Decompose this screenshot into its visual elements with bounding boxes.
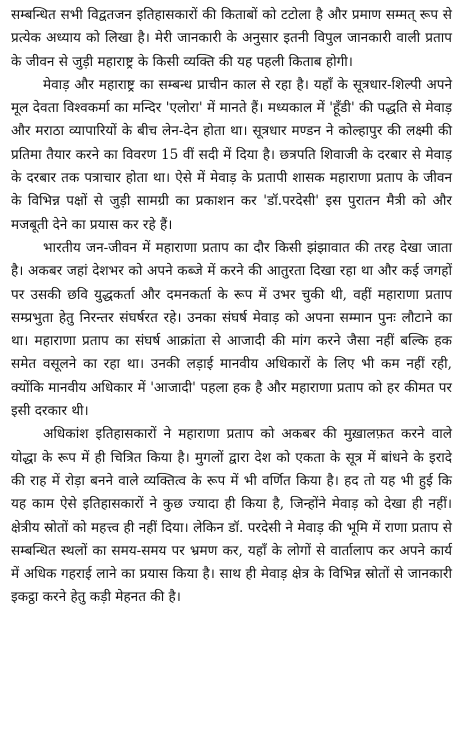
paragraph-4: अधिकांश इतिहासकारों ने महाराणा प्रताप को अकबर की मुख़ालफ़त करने वाले योद्धा के रूप में ही चित्रित किया है। मुगलों द्वारा देश को एकता के सूत्र में बांधने के इरादे की राह में रोड़ा बनने वाले व्यक्तित्व के रूप में भी वर्णित किया है। हद तो यह भी हुई कि यह काम ऐसे इतिहासकारों ने कुछ ज्यादा ही किया है, जिन्होंने मेवाड़ को देखा ही नहीं। क्षेत्रीय स्रोतों को महत्त्व ही नहीं दिया। लेकिन डॉ. परदेसी ने मेवाड़ की भूमि में राणा प्रताप से सम्बन्धित स्थलों का समय-समय पर भ्रमण कर, यहाँ के लोगों से वार्तालाप कर अपने कार्य में अधिक गहराई लाने का प्रयास किया है। साथ ही मेवाड़ क्षेत्र के विभिन्न स्रोतों से जानकारी इकट्ठा करने हेतु कड़ी मेहनत की है। bbox=[11, 426, 452, 606]
paragraph-1: सम्बन्धित सभी विद्वतजन इतिहासकारों की किताबों को टटोला है और प्रमाण सम्मत् रूप से प्रत्येक अध्याय को लिखा है। मेरी जानकारी के अनुसार इतनी विपुल जानकारी वाली प्रताप के जीवन से जुड़ी महाराष्ट्र के किसी व्यक्ति की यह पहली किताब होगी। bbox=[11, 7, 452, 70]
paragraph-3: भारतीय जन-जीवन में महाराणा प्रताप का दौर किसी झंझावात की तरह देखा जाता है। अकबर जहां देशभर को अपने कब्जे में करने की आतुरता दिखा रहा था और कई जगहों पर उसकी छवि युद्धकर्ता और दमनकर्ता के रूप में उभर चुकी थी, वहीं महाराणा प्रताप सम्प्रभुता हेतु निरन्तर संघर्षरत रहे। उनका संघर्ष मेवाड़ को अपना सम्मान पुनः लौटाने का था। महाराणा प्रताप का संघर्ष आक्रांता से आजादी की मांग करने जैसा नहीं बल्कि हक समेत वसूलने का रहा था। उनकी लड़ाई मानवीय अधिकारों के लिए भी कम नहीं रही, क्योंकि मानवीय अधिकार में 'आजादी' पहला हक है और महाराणा प्रताप को हर कीमत पर इसी दरकार थी। bbox=[11, 239, 452, 420]
paragraph-2: मेवाड़ और महाराष्ट्र का सम्बन्ध प्राचीन काल से रहा है। यहाँ के सूत्रधार-शिल्पी अपने मूल देवता विश्वकर्मा का मन्दिर 'एलोरा' में मानते हैं। मध्यकाल में 'हूँडी' की पद्धति से मेवाड़ और मराठा व्यापारियों के बीच लेन-देन होता था। सूत्रधार मण्डन ने कोल्हापुर की लक्ष्मी की प्रतिमा तैयार करने का विवरण 15 वीं सदी में दिया है। छत्रपति शिवाजी के दरबार से मेवाड़ के दरबार तक पत्राचार होता था। ऐसे में मेवाड़ के प्रतापी शासक महाराणा प्रताप के जीवन के विभिन्न पक्षों से जुड़ी सामग्री का प्रकाशन कर 'डॉ.परदेसी' इस पुरातन मैत्री को और मजबूती देने का प्रयास कर रहे हैं। bbox=[11, 76, 452, 233]
